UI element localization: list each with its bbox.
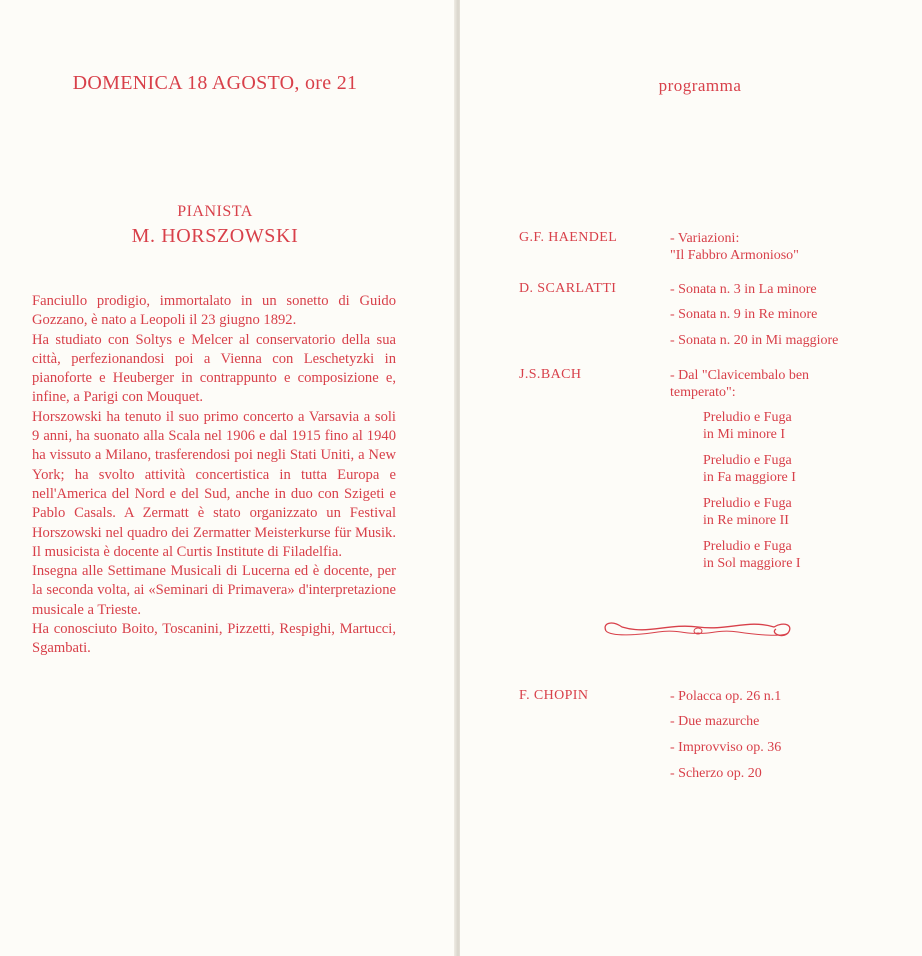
right-page: [460, 0, 922, 956]
piece-bach-preludio-4: Preludio e Fuga in Sol maggiore I: [703, 539, 801, 571]
biography: Fanciullo prodigio, immortalato in un sonetto di Guido Gozzano, è nato a Leopoli il 23 giugno 1892. Ha studiato con Soltys e Melcer al conservatorio della sua città, perfezionandosi poi a Vienna con Leschetyzki in pianoforte e Heuberger in contrappunto e composizione e, infine, a Parigi con Mouquet. Horszowski ha tenuto il suo primo concerto a Varsavia a soli 9 anni, ha suonato alla Scala nel 1906 e dal 1915 fino al 1940 ha vissuto a Milano, trasferendosi poi negli Stati Uniti, a New York; ha svolto attività concertistica in tutta Europa e nell'America del Nord e del Sud, anche in duo con Szigeti e Pablo Casals. A Zermatt è stato organizzato un Festival Horszowski nel quadro dei Zermatter Meisterkurse für Musik. Il musicista è docente al Curtis Institute di Filadelfia. Insegna alle Settimane Musicali di Lucerna ed è docente, per la seconda volta, ai «Seminari di Primavera» d'interpretazione musicale a Trieste. Ha conosciuto Boito, Toscanini, Pizzetti, Respighi, Martucci, Sgambati.: [32, 293, 396, 657]
piece-chopin-improvviso: - Improvviso op. 36: [670, 740, 782, 755]
flourish-ornament-icon: [598, 611, 798, 645]
left-page: [0, 0, 456, 956]
artist-name: M. HORSZOWSKI: [131, 225, 299, 247]
piece-scarlatti-sonata-3: - Sonata n. 3 in La minore: [670, 282, 817, 297]
piece-haendel-variazioni: - Variazioni: "Il Fabbro Armonioso": [670, 231, 799, 263]
piece-scarlatti-sonata-20: - Sonata n. 20 in Mi maggiore: [670, 333, 839, 348]
event-date: DOMENICA 18 AGOSTO, ore 21: [72, 72, 358, 94]
piece-bach-preludio-3: Preludio e Fuga in Re minore II: [703, 496, 792, 528]
piece-chopin-polacca: - Polacca op. 26 n.1: [670, 689, 782, 704]
piece-bach-preludio-1: Preludio e Fuga in Mi minore I: [703, 410, 792, 442]
piece-bach-clavicembalo: - Dal "Clavicembalo ben temperato":: [670, 368, 810, 400]
artist-role: PIANISTA: [177, 203, 253, 220]
piece-scarlatti-sonata-9: - Sonata n. 9 in Re minore: [670, 307, 818, 322]
composer-scarlatti: D. SCARLATTI: [519, 281, 617, 296]
composer-haendel: G.F. HAENDEL: [519, 230, 618, 245]
composer-chopin: F. CHOPIN: [519, 688, 589, 703]
piece-bach-preludio-2: Preludio e Fuga in Fa maggiore I: [703, 453, 796, 485]
piece-chopin-mazurche: - Due mazurche: [670, 714, 760, 729]
piece-chopin-scherzo: - Scherzo op. 20: [670, 766, 762, 781]
program-heading: programma: [658, 76, 742, 95]
composer-bach: J.S.BACH: [519, 367, 582, 382]
